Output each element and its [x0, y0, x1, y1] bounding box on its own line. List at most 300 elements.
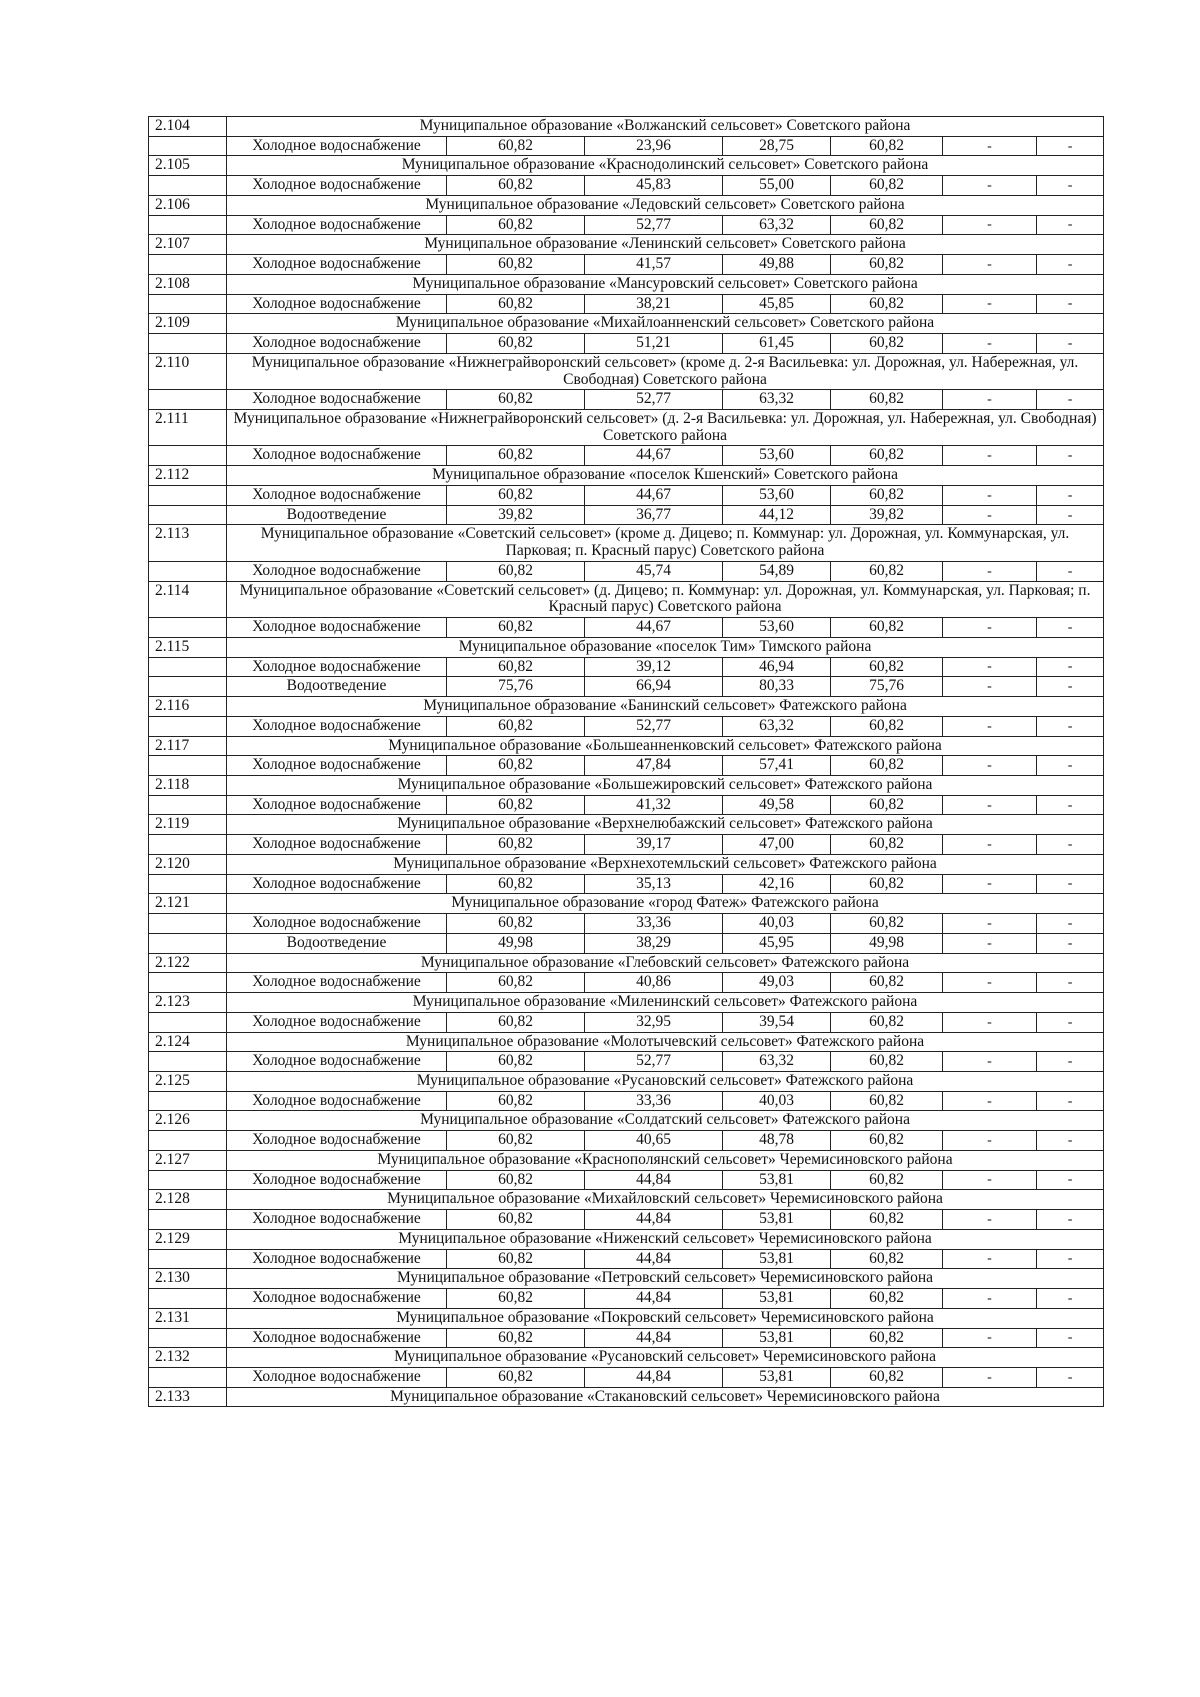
- service-row: [149, 795, 1104, 815]
- tariff-value: 32,95: [585, 1012, 723, 1032]
- service-name: Холодное водоснабжение: [227, 973, 447, 993]
- tariff-value: -: [1037, 874, 1104, 894]
- tariff-value: 60,82: [447, 1368, 585, 1388]
- tariff-value: 45,83: [585, 176, 723, 196]
- municipality-title: Муниципальное образование «Миленинский сельсовет» Фатежского района: [227, 993, 1104, 1013]
- row-number: 2.120: [149, 854, 227, 874]
- tariff-value: 75,76: [447, 677, 585, 697]
- tariff-value: -: [943, 334, 1037, 354]
- tariff-value: 33,36: [585, 1091, 723, 1111]
- service-row: [149, 657, 1104, 677]
- row-number: 2.115: [149, 637, 227, 657]
- empty-cell: [149, 1249, 227, 1269]
- municipality-row: [149, 1269, 1104, 1289]
- municipality-title: Муниципальное образование «Волжанский сельсовет» Советского района: [227, 117, 1104, 137]
- tariff-value: 39,82: [447, 505, 585, 525]
- municipality-title: Муниципальное образование «город Фатеж» Фатежского района: [227, 894, 1104, 914]
- tariff-value: -: [943, 505, 1037, 525]
- municipality-row: [149, 993, 1104, 1013]
- tariff-value: 60,82: [831, 255, 943, 275]
- service-row: [149, 294, 1104, 314]
- tariff-value: -: [943, 255, 1037, 275]
- tariff-value: 60,82: [831, 136, 943, 156]
- tariff-value: 53,81: [723, 1289, 831, 1309]
- row-number: 2.110: [149, 353, 227, 389]
- tariff-value: 60,82: [447, 334, 585, 354]
- tariff-value: 44,84: [585, 1210, 723, 1230]
- tariff-value: 60,82: [831, 334, 943, 354]
- row-number: 2.106: [149, 195, 227, 215]
- tariff-value: 47,84: [585, 756, 723, 776]
- tariff-value: -: [1037, 1052, 1104, 1072]
- municipality-row: [149, 736, 1104, 756]
- municipality-title: Муниципальное образование «поселок Тим» Тимского района: [227, 637, 1104, 657]
- service-name: Холодное водоснабжение: [227, 215, 447, 235]
- tariff-value: 61,45: [723, 334, 831, 354]
- tariff-value: -: [1037, 618, 1104, 638]
- municipality-title: Муниципальное образование «Банинский сельсовет» Фатежского района: [227, 697, 1104, 717]
- tariff-value: 28,75: [723, 136, 831, 156]
- empty-cell: [149, 1289, 227, 1309]
- tariff-value: -: [943, 933, 1037, 953]
- municipality-title: Муниципальное образование «Советский сельсовет» (кроме д. Дицево; п. Коммунар: ул. Дорожная, ул. Коммунарская, ул. Парковая; п. Красный парус) Советского района: [227, 525, 1104, 561]
- tariff-value: -: [943, 1170, 1037, 1190]
- tariff-value: -: [943, 1210, 1037, 1230]
- tariff-value: 60,82: [831, 1249, 943, 1269]
- tariff-value: 60,82: [447, 1170, 585, 1190]
- tariff-value: 60,82: [831, 1170, 943, 1190]
- service-name: Холодное водоснабжение: [227, 914, 447, 934]
- empty-cell: [149, 446, 227, 466]
- tariff-value: -: [943, 561, 1037, 581]
- tariff-value: 49,58: [723, 795, 831, 815]
- row-number: 2.114: [149, 581, 227, 617]
- tariff-value: 47,00: [723, 835, 831, 855]
- service-name: Холодное водоснабжение: [227, 1012, 447, 1032]
- tariff-value: 39,17: [585, 835, 723, 855]
- tariff-value: -: [943, 914, 1037, 934]
- empty-cell: [149, 756, 227, 776]
- service-name: Водоотведение: [227, 933, 447, 953]
- tariff-value: 44,84: [585, 1328, 723, 1348]
- service-name: Холодное водоснабжение: [227, 1210, 447, 1230]
- service-name: Холодное водоснабжение: [227, 176, 447, 196]
- tariff-value: 60,82: [831, 485, 943, 505]
- tariff-value: -: [1037, 756, 1104, 776]
- tariff-value: -: [1037, 1091, 1104, 1111]
- tariff-value: 33,36: [585, 914, 723, 934]
- tariff-value: -: [1037, 1012, 1104, 1032]
- municipality-title: Муниципальное образование «поселок Кшенский» Советского района: [227, 466, 1104, 486]
- tariff-value: 63,32: [723, 215, 831, 235]
- municipality-row: [149, 274, 1104, 294]
- municipality-row: [149, 235, 1104, 255]
- tariff-value: -: [943, 716, 1037, 736]
- tariff-value: -: [1037, 677, 1104, 697]
- municipality-title: Муниципальное образование «Мансуровский сельсовет» Советского района: [227, 274, 1104, 294]
- municipality-title: Муниципальное образование «Краснополянский сельсовет» Черемисиновского района: [227, 1150, 1104, 1170]
- service-name: Холодное водоснабжение: [227, 795, 447, 815]
- tariff-value: 55,00: [723, 176, 831, 196]
- empty-cell: [149, 255, 227, 275]
- tariff-value: 60,82: [447, 716, 585, 736]
- tariff-value: -: [1037, 561, 1104, 581]
- tariff-value: 60,82: [447, 835, 585, 855]
- tariff-value: 60,82: [447, 390, 585, 410]
- tariff-value: 60,82: [831, 1012, 943, 1032]
- empty-cell: [149, 618, 227, 638]
- tariff-value: -: [1037, 1210, 1104, 1230]
- tariff-value: 38,21: [585, 294, 723, 314]
- tariff-value: 60,82: [831, 618, 943, 638]
- service-row: [149, 618, 1104, 638]
- empty-cell: [149, 136, 227, 156]
- empty-cell: [149, 334, 227, 354]
- tariff-value: 60,82: [447, 1131, 585, 1151]
- tariff-value: -: [1037, 294, 1104, 314]
- tariff-value: 45,85: [723, 294, 831, 314]
- tariff-value: 60,82: [831, 1289, 943, 1309]
- municipality-row: [149, 697, 1104, 717]
- empty-cell: [149, 1328, 227, 1348]
- tariff-value: -: [943, 390, 1037, 410]
- tariff-value: 60,82: [831, 1052, 943, 1072]
- empty-cell: [149, 677, 227, 697]
- service-name: Холодное водоснабжение: [227, 618, 447, 638]
- tariff-value: -: [943, 294, 1037, 314]
- tariff-value: 60,82: [831, 446, 943, 466]
- empty-cell: [149, 505, 227, 525]
- municipality-row: [149, 1071, 1104, 1091]
- tariff-value: 53,81: [723, 1368, 831, 1388]
- tariff-value: 44,84: [585, 1289, 723, 1309]
- tariff-value: 36,77: [585, 505, 723, 525]
- municipality-row: [149, 1150, 1104, 1170]
- municipality-title: Муниципальное образование «Стакановский сельсовет» Черемисиновского района: [227, 1387, 1104, 1407]
- empty-cell: [149, 874, 227, 894]
- tariff-value: -: [1037, 255, 1104, 275]
- service-row: [149, 933, 1104, 953]
- municipality-row: [149, 466, 1104, 486]
- service-name: Водоотведение: [227, 677, 447, 697]
- tariff-value: 60,82: [447, 136, 585, 156]
- service-name: Холодное водоснабжение: [227, 334, 447, 354]
- row-number: 2.122: [149, 953, 227, 973]
- municipality-title: Муниципальное образование «Русановский сельсовет» Фатежского района: [227, 1071, 1104, 1091]
- tariff-value: 52,77: [585, 1052, 723, 1072]
- tariff-value: 60,82: [831, 657, 943, 677]
- tariff-value: -: [943, 874, 1037, 894]
- tariff-value: 23,96: [585, 136, 723, 156]
- row-number: 2.116: [149, 697, 227, 717]
- tariff-value: 53,81: [723, 1210, 831, 1230]
- municipality-title: Муниципальное образование «Солдатский сельсовет» Фатежского района: [227, 1111, 1104, 1131]
- tariff-value: 60,82: [447, 1328, 585, 1348]
- service-row: [149, 1052, 1104, 1072]
- municipality-row: [149, 156, 1104, 176]
- municipality-row: [149, 775, 1104, 795]
- tariff-value: -: [1037, 1328, 1104, 1348]
- row-number: 2.127: [149, 1150, 227, 1170]
- service-row: [149, 677, 1104, 697]
- empty-cell: [149, 835, 227, 855]
- municipality-title: Муниципальное образование «Верхнелюбажский сельсовет» Фатежского района: [227, 815, 1104, 835]
- tariff-value: -: [943, 973, 1037, 993]
- tariff-value: 41,57: [585, 255, 723, 275]
- tariff-value: -: [943, 1289, 1037, 1309]
- row-number: 2.132: [149, 1348, 227, 1368]
- tariff-value: -: [943, 136, 1037, 156]
- service-row: [149, 1368, 1104, 1388]
- municipality-title: Муниципальное образование «Русановский сельсовет» Черемисиновского района: [227, 1348, 1104, 1368]
- tariff-value: 60,82: [831, 795, 943, 815]
- service-row: [149, 1012, 1104, 1032]
- tariff-value: -: [943, 446, 1037, 466]
- tariff-value: -: [943, 1328, 1037, 1348]
- service-row: [149, 1289, 1104, 1309]
- tariff-value: -: [943, 835, 1037, 855]
- municipality-row: [149, 1308, 1104, 1328]
- tariff-value: 45,74: [585, 561, 723, 581]
- tariff-value: -: [1037, 973, 1104, 993]
- tariff-value: 60,82: [831, 1131, 943, 1151]
- municipality-row: [149, 815, 1104, 835]
- tariff-value: 60,82: [447, 914, 585, 934]
- tariff-value: 60,82: [831, 390, 943, 410]
- tariff-value: -: [1037, 1170, 1104, 1190]
- municipality-row: [149, 637, 1104, 657]
- tariff-value: -: [943, 485, 1037, 505]
- tariff-value: 60,82: [831, 1368, 943, 1388]
- tariff-value: -: [1037, 1368, 1104, 1388]
- municipality-row: [149, 1348, 1104, 1368]
- service-name: Холодное водоснабжение: [227, 1368, 447, 1388]
- municipality-row: [149, 953, 1104, 973]
- tariff-value: -: [1037, 485, 1104, 505]
- service-name: Холодное водоснабжение: [227, 294, 447, 314]
- tariff-value: -: [943, 215, 1037, 235]
- municipality-title: Муниципальное образование «Михайлоанненский сельсовет» Советского района: [227, 314, 1104, 334]
- tariff-value: 39,82: [831, 505, 943, 525]
- row-number: 2.107: [149, 235, 227, 255]
- tariff-value: 60,82: [447, 657, 585, 677]
- service-row: [149, 136, 1104, 156]
- service-row: [149, 176, 1104, 196]
- municipality-title: Муниципальное образование «Ниженский сельсовет» Черемисиновского района: [227, 1229, 1104, 1249]
- service-name: Холодное водоснабжение: [227, 1170, 447, 1190]
- empty-cell: [149, 390, 227, 410]
- service-name: Холодное водоснабжение: [227, 446, 447, 466]
- row-number: 2.133: [149, 1387, 227, 1407]
- municipality-row: [149, 854, 1104, 874]
- row-number: 2.108: [149, 274, 227, 294]
- tariff-value: 60,82: [831, 1210, 943, 1230]
- tariff-value: 60,82: [831, 1091, 943, 1111]
- tariff-value: 44,67: [585, 618, 723, 638]
- row-number: 2.113: [149, 525, 227, 561]
- tariff-value: 60,82: [447, 874, 585, 894]
- service-name: Холодное водоснабжение: [227, 1052, 447, 1072]
- empty-cell: [149, 1052, 227, 1072]
- row-number: 2.126: [149, 1111, 227, 1131]
- tariff-value: 60,82: [831, 215, 943, 235]
- tariff-value: -: [943, 1249, 1037, 1269]
- tariff-value: 60,82: [447, 1210, 585, 1230]
- tariff-value: 52,77: [585, 215, 723, 235]
- row-number: 2.130: [149, 1269, 227, 1289]
- service-row: [149, 485, 1104, 505]
- service-name: Холодное водоснабжение: [227, 835, 447, 855]
- service-name: Холодное водоснабжение: [227, 136, 447, 156]
- tariff-value: -: [1037, 914, 1104, 934]
- tariff-value: -: [1037, 1289, 1104, 1309]
- municipality-row: [149, 581, 1104, 617]
- empty-cell: [149, 914, 227, 934]
- empty-cell: [149, 1091, 227, 1111]
- service-row: [149, 874, 1104, 894]
- tariff-value: 60,82: [447, 176, 585, 196]
- row-number: 2.111: [149, 410, 227, 446]
- service-name: Холодное водоснабжение: [227, 756, 447, 776]
- row-number: 2.119: [149, 815, 227, 835]
- service-name: Холодное водоснабжение: [227, 1091, 447, 1111]
- tariff-value: -: [943, 1131, 1037, 1151]
- municipality-row: [149, 117, 1104, 137]
- row-number: 2.104: [149, 117, 227, 137]
- service-row: [149, 1091, 1104, 1111]
- tariff-value: 60,82: [831, 294, 943, 314]
- service-row: [149, 973, 1104, 993]
- tariff-value: -: [1037, 446, 1104, 466]
- service-row: [149, 1249, 1104, 1269]
- service-name: Холодное водоснабжение: [227, 255, 447, 275]
- municipality-title: Муниципальное образование «Михайловский сельсовет» Черемисиновского района: [227, 1190, 1104, 1210]
- tariff-value: 51,21: [585, 334, 723, 354]
- tariff-value: 46,94: [723, 657, 831, 677]
- tariff-value: -: [1037, 716, 1104, 736]
- service-name: Холодное водоснабжение: [227, 657, 447, 677]
- row-number: 2.131: [149, 1308, 227, 1328]
- row-number: 2.105: [149, 156, 227, 176]
- tariff-value: 60,82: [447, 446, 585, 466]
- tariff-value: 60,82: [831, 1328, 943, 1348]
- tariff-value: 60,82: [447, 973, 585, 993]
- row-number: 2.118: [149, 775, 227, 795]
- tariff-value: 53,81: [723, 1170, 831, 1190]
- tariff-value: 49,88: [723, 255, 831, 275]
- empty-cell: [149, 1368, 227, 1388]
- row-number: 2.121: [149, 894, 227, 914]
- service-row: [149, 1131, 1104, 1151]
- tariff-value: 42,16: [723, 874, 831, 894]
- municipality-title: Муниципальное образование «Глебовский сельсовет» Фатежского района: [227, 953, 1104, 973]
- service-row: [149, 1170, 1104, 1190]
- tariff-value: -: [943, 1012, 1037, 1032]
- service-name: Холодное водоснабжение: [227, 874, 447, 894]
- tariff-value: 60,82: [831, 756, 943, 776]
- service-row: [149, 390, 1104, 410]
- tariff-table: [148, 116, 1104, 1407]
- service-name: Холодное водоснабжение: [227, 1249, 447, 1269]
- tariff-value: 57,41: [723, 756, 831, 776]
- tariff-value: 45,95: [723, 933, 831, 953]
- tariff-value: -: [943, 1052, 1037, 1072]
- municipality-title: Муниципальное образование «Ленинский сельсовет» Советского района: [227, 235, 1104, 255]
- row-number: 2.128: [149, 1190, 227, 1210]
- tariff-value: -: [1037, 1131, 1104, 1151]
- row-number: 2.117: [149, 736, 227, 756]
- tariff-value: 60,82: [447, 1091, 585, 1111]
- tariff-value: 66,94: [585, 677, 723, 697]
- row-number: 2.123: [149, 993, 227, 1013]
- service-row: [149, 561, 1104, 581]
- tariff-value: 60,82: [447, 294, 585, 314]
- tariff-value: 60,82: [447, 795, 585, 815]
- service-name: Холодное водоснабжение: [227, 1289, 447, 1309]
- tariff-value: -: [1037, 657, 1104, 677]
- service-row: [149, 1210, 1104, 1230]
- tariff-value: 60,82: [831, 561, 943, 581]
- tariff-value: 63,32: [723, 390, 831, 410]
- service-row: [149, 716, 1104, 736]
- tariff-value: 60,82: [447, 255, 585, 275]
- row-number: 2.112: [149, 466, 227, 486]
- empty-cell: [149, 294, 227, 314]
- municipality-row: [149, 314, 1104, 334]
- row-number: 2.109: [149, 314, 227, 334]
- tariff-value: -: [1037, 215, 1104, 235]
- tariff-value: -: [943, 795, 1037, 815]
- empty-cell: [149, 933, 227, 953]
- tariff-value: 60,82: [831, 716, 943, 736]
- tariff-value: 40,03: [723, 914, 831, 934]
- tariff-value: 60,82: [447, 215, 585, 235]
- empty-cell: [149, 657, 227, 677]
- tariff-value: 60,82: [831, 835, 943, 855]
- service-row: [149, 835, 1104, 855]
- service-row: [149, 505, 1104, 525]
- tariff-value: 49,98: [447, 933, 585, 953]
- tariff-value: 75,76: [831, 677, 943, 697]
- tariff-value: 49,03: [723, 973, 831, 993]
- empty-cell: [149, 176, 227, 196]
- tariff-table-body: [149, 117, 1104, 1407]
- tariff-value: 60,82: [447, 561, 585, 581]
- municipality-title: Муниципальное образование «Верхнехотемльский сельсовет» Фатежского района: [227, 854, 1104, 874]
- municipality-title: Муниципальное образование «Молотычевский сельсовет» Фатежского района: [227, 1032, 1104, 1052]
- tariff-value: 60,82: [447, 1052, 585, 1072]
- tariff-value: -: [1037, 334, 1104, 354]
- tariff-value: -: [943, 1368, 1037, 1388]
- service-name: Холодное водоснабжение: [227, 1131, 447, 1151]
- municipality-title: Муниципальное образование «Ледовский сельсовет» Советского района: [227, 195, 1104, 215]
- tariff-value: -: [1037, 1249, 1104, 1269]
- tariff-value: 49,98: [831, 933, 943, 953]
- municipality-title: Муниципальное образование «Покровский сельсовет» Черемисиновского района: [227, 1308, 1104, 1328]
- tariff-value: -: [943, 657, 1037, 677]
- empty-cell: [149, 973, 227, 993]
- service-row: [149, 334, 1104, 354]
- tariff-value: -: [1037, 390, 1104, 410]
- service-name: Холодное водоснабжение: [227, 716, 447, 736]
- empty-cell: [149, 1170, 227, 1190]
- tariff-value: 60,82: [831, 874, 943, 894]
- empty-cell: [149, 716, 227, 736]
- municipality-row: [149, 353, 1104, 389]
- tariff-value: 53,81: [723, 1249, 831, 1269]
- service-name: Холодное водоснабжение: [227, 390, 447, 410]
- tariff-value: -: [943, 677, 1037, 697]
